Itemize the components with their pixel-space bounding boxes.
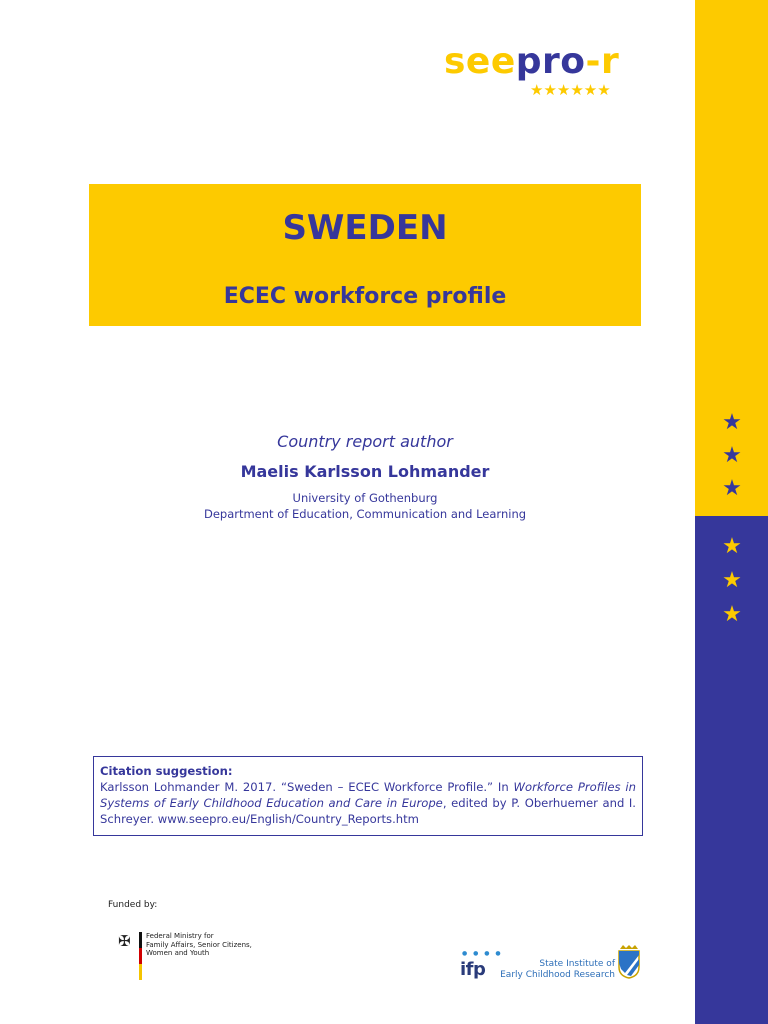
star-icon: ★	[722, 568, 742, 593]
author-affiliation	[89, 490, 641, 522]
bavaria-crest-icon	[617, 945, 641, 979]
report-subtitle: ECEC workforce profile	[223, 284, 507, 309]
star-icon: ★	[722, 602, 742, 627]
author-block	[89, 432, 641, 522]
ifp-mark: ifp	[460, 959, 486, 980]
ifp-logo	[460, 950, 650, 986]
ifp-line: Early Childhood Research	[500, 970, 615, 980]
citation-heading: Citation suggestion:	[100, 764, 233, 778]
logo-part-see: see	[444, 41, 516, 82]
citation-text-part: Karlsson Lohmander M. 2017. “Sweden – ECEC Workforce Profile.” In	[100, 780, 514, 794]
ifp-name	[495, 959, 615, 981]
star-icon: ★	[722, 410, 742, 435]
ministry-line: Federal Ministry for	[146, 932, 214, 940]
citation-text	[100, 779, 636, 827]
star-icon: ★	[722, 476, 742, 501]
author-department: Department of Education, Communication and Learning	[203, 507, 527, 521]
author-label: Country report author	[277, 432, 453, 451]
ministry-line: Family Affairs, Senior Citizens,	[146, 940, 252, 949]
ifp-line: State Institute of	[539, 959, 615, 969]
ministry-name	[146, 932, 276, 958]
logo-part-r: -r	[585, 41, 620, 82]
star-icon: ★	[722, 443, 742, 468]
german-flag-icon	[139, 932, 142, 980]
side-band-yellow	[695, 0, 768, 516]
country-title: SWEDEN	[282, 208, 448, 248]
author-name: Maelis Karlsson Lohmander	[240, 462, 490, 481]
author-university: University of Gothenburg	[292, 491, 438, 505]
citation-text-italic: Workforce Profiles in Systems of Early Childhood Education and Care in Europe	[100, 780, 636, 810]
ministry-line: Women and Youth	[146, 949, 210, 958]
logo-stars-icon: ★★★★★★	[530, 81, 611, 99]
ministry-logo	[118, 930, 268, 986]
citation-text-part: , edited by P. Oberhuemer and I. Schreyer. www.seepro.eu/English/Country_Reports.htm	[100, 796, 636, 826]
seepro-logo	[444, 40, 644, 99]
logo-part-pro: pro	[515, 41, 586, 82]
funded-by-label: Funded by:	[108, 900, 158, 910]
star-icon: ★	[722, 534, 742, 559]
ifp-dots-icon: ● ● ● ●	[462, 950, 503, 957]
citation-box	[93, 756, 643, 836]
title-box	[89, 184, 641, 326]
eagle-icon: ✠	[118, 932, 131, 950]
